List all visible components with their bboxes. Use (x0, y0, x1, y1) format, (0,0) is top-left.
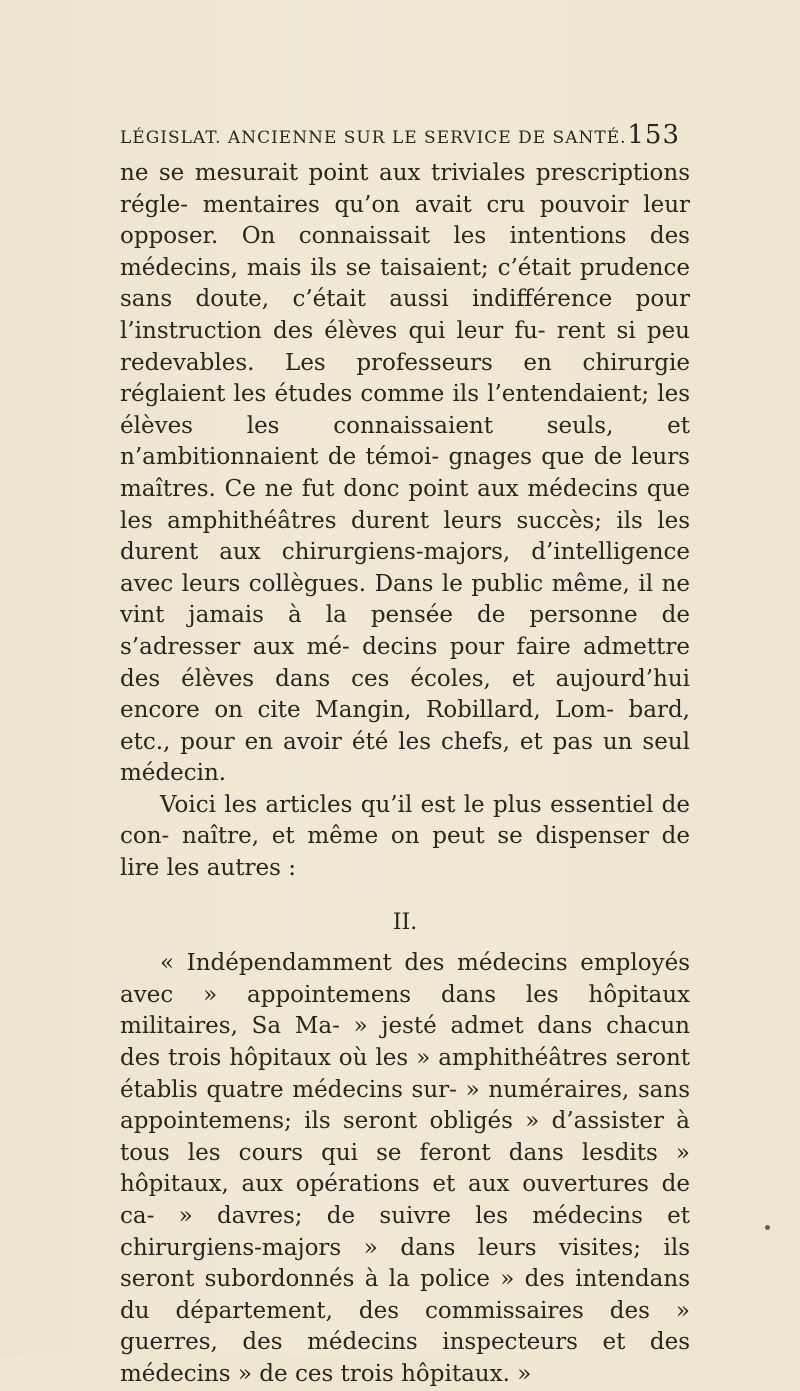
page-number: 153 (627, 120, 680, 150)
page-header (120, 120, 680, 150)
body-paragraph: Voici les articles qu’il est le plus essentiel de con- naître, et même on peut se dispenser de lire les autres : (120, 791, 690, 882)
page-body (120, 158, 690, 1391)
running-title: LÉGISLAT. ANCIENNE SUR LE SERVICE DE SANTÉ. (120, 128, 627, 148)
section-number: II. (392, 909, 418, 935)
quoted-article: « Indépendamment des médecins employés avec » appointemens dans les hôpitaux militaires, Sa Ma- » jesté admet dans chacun des trois hôpitaux où les » amphithéâtres seront établis quatre médecins sur- » numéraires, sans appointemens; ils seront obligés » d’assister à tous les cours qui se feront dans lesdits » hôpitaux, aux opérations et aux ouvertures de ca- » davres; de suivre les médecins et chirurgiens-majors » dans leurs visites; ils seront subordonnés à la police » des intendans du département, des commissaires des » guerres, des médecins inspecteurs et des médecins » de ces trois hôpitaux. » (120, 950, 690, 1387)
body-paragraph: ne se mesurait point aux triviales prescriptions régle- mentaires qu’on avait cru pouvoir leur opposer. On connaissait les intentions des médecins, mais ils se taisaient; c’était prudence sans doute, c’était aussi indifférence pour l’instruction des élèves qui leur fu- rent si peu redevables. Les professeurs en chirurgie réglaient les études comme ils l’entendaient; les élèves les connaissaient seuls, et n’ambitionnaient de témoi- gnages que de leurs maîtres. Ce ne fut donc point aux médecins que les amphithéâtres durent leurs succès; ils les durent aux chirurgiens-majors, d’intelligence avec leurs collègues. Dans le public même, il ne vint jamais à la pensée de personne de s’adresser aux mé- decins pour faire admettre des élèves dans ces écoles, et aujourd’hui encore on cite Mangin, Robillard, Lom- bard, etc., pour en avoir été les chefs, et pas un seul médecin. (120, 160, 690, 787)
ink-speck (765, 1225, 770, 1230)
